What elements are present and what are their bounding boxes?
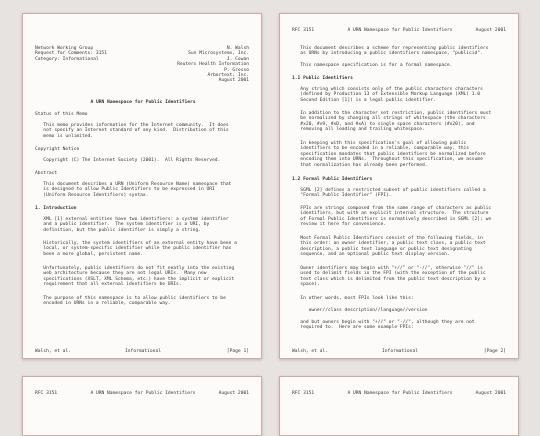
document-page-1 bbox=[22, 13, 262, 359]
header-left-block: Network Working Group Request for Comments: 3151 Category: Informational bbox=[35, 46, 107, 62]
abstract-paragraph: This document describes a URN (Uniform Resource Name) namespace that is designed to allow Public Identifiers to be expressed in URI (Uniform Resource Identifiers) syntax. bbox=[43, 182, 232, 198]
introduction-heading: 1. Introduction bbox=[35, 206, 77, 211]
running-header-rfc: RFC 3151 bbox=[292, 391, 315, 396]
running-header-date: August 2001 bbox=[218, 391, 249, 396]
running-header-rfc: RFC 3151 bbox=[35, 391, 58, 396]
running-header-rfc: RFC 3151 bbox=[292, 28, 315, 33]
footer-page-number: [Page 1] bbox=[226, 349, 249, 354]
footer-category: Informational bbox=[382, 349, 418, 354]
running-header-title: A URN Namespace for Public Identifiers bbox=[90, 391, 196, 396]
section-1-2-paragraph-4: Owner identifiers may begin with "+//" or "-//", otherwise "//" is used to delimit fields in the FPI (with the exception of the public text class which is delimited from the public text description by a space). bbox=[300, 266, 486, 288]
page2-paragraph-1: This document describes a scheme for representing public identifiers as URNs by introducing a public identifiers namespace, "publicid". bbox=[300, 46, 489, 57]
introduction-paragraph-3: Unfortunately, public identifiers do not fit neatly into the existing web architecture because they are not legal URIs. Many new specifications (XSLT, XML Schema, etc.) have the implicit or explicit requirement that all external identifiers be URIs. bbox=[43, 266, 235, 288]
section-1-2-paragraph-5: In other words, most FPIs look like this: bbox=[292, 296, 414, 301]
status-heading: Status of this Memo bbox=[35, 112, 88, 117]
status-paragraph: This memo provides information for the Internet community. It does not specify an Internet standard of any kind. Distribution of this memo is unlimited. bbox=[43, 123, 229, 139]
section-1-2-paragraph-2: FPIs are strings composed from the same range of characters as public identifiers, but with an explicit internal structure. The structure of Formal Public Identifiers is normatively described in SGML [2]; we review it here for convenience. bbox=[300, 206, 492, 228]
introduction-paragraph-1: XML [1] external entities have two identifiers: a system identifier and a public identifier. The system identifier is a URI, by definition, but the public identifier is simply a string. bbox=[43, 217, 229, 233]
header-right-block: N. Walsh Sun Microsystems, Inc. J. Cowan Reuters Health Information P. Grosso Arbortext, Inc. August 2001 bbox=[177, 46, 249, 84]
abstract-heading: Abstract bbox=[35, 171, 58, 176]
introduction-paragraph-4: The purpose of this namespace is to allow public identifiers to be encoded in URNs in a reliable, comparable way. bbox=[43, 296, 226, 307]
introduction-paragraph-2: Historically, the system identifiers of an external entity have been a local, or system-specific identifier while the public identifier has been a more global, persistent name. bbox=[43, 241, 237, 257]
page2-paragraph-2: This namespace specification is for a formal namespace. bbox=[292, 63, 453, 68]
section-1-1-paragraph-1: Any string which consists only of the public characters characters (defined by Production 13 of Extensible Markup Language (XML) 1.0 Second Edition [1]) is a legal public identifier. bbox=[300, 87, 483, 103]
running-header-title: A URN Namespace for Public Identifiers bbox=[347, 391, 453, 396]
section-1-2-heading: 1.2 Formal Public Identifiers bbox=[292, 177, 373, 182]
copyright-paragraph: Copyright (C) The Internet Society (2001). All Rights Reserved. bbox=[35, 158, 221, 163]
section-1-2-paragraph-3: Most Formal Public Identifiers consist of the following fields, in this order: an owner identifier, a public text class, a public text description, a public text language or public text designating sequence, and an optional public text display version. bbox=[300, 236, 486, 258]
section-1-2-paragraph-1: SGML [2] defines a restricted subset of public identifiers called a "Formal Public Identifier" (FPI). bbox=[300, 188, 486, 199]
section-1-2-paragraph-6: and but owners begin with "+//" or "-//", although they are not required to. Here are some example FPIs: bbox=[300, 320, 475, 331]
document-title: A URN Namespace for Public Identifiers bbox=[90, 100, 196, 105]
running-header-date: August 2001 bbox=[475, 391, 506, 396]
running-header-date: August 2001 bbox=[475, 28, 506, 33]
section-1-1-paragraph-2: In addition to the character set restriction, public identifiers must be normalized by changing all strings of whitespace (the characters #x20, #x9, #xD, and #xA) to single space characters (#x20), and removing all leading and trailing whitespace. bbox=[300, 111, 492, 133]
section-1-1-heading: 1.1 Public Identifiers bbox=[292, 76, 353, 81]
running-header-title: A URN Namespace for Public Identifiers bbox=[347, 28, 453, 33]
footer-category: Informational bbox=[125, 349, 161, 354]
copyright-heading: Copyright Notice bbox=[35, 147, 80, 152]
document-page-3 bbox=[22, 376, 262, 436]
footer-page-number: [Page 2] bbox=[483, 349, 506, 354]
fpi-format-example: owner//class description//language//version bbox=[292, 308, 428, 313]
footer-author: Walsh, et al. bbox=[35, 349, 71, 354]
footer-author: Walsh, et al. bbox=[292, 349, 328, 354]
section-1-1-paragraph-3: In keeping with this specification's goal of allowing public identifiers to be encoded in a reliable, comparable way, this specification mandates that public identifiers be normalized before encoding them into URNs. Throughout this specification, we assume that normalization has already been performed. bbox=[300, 141, 486, 168]
document-page-4 bbox=[279, 376, 519, 436]
document-page-2 bbox=[279, 13, 519, 359]
